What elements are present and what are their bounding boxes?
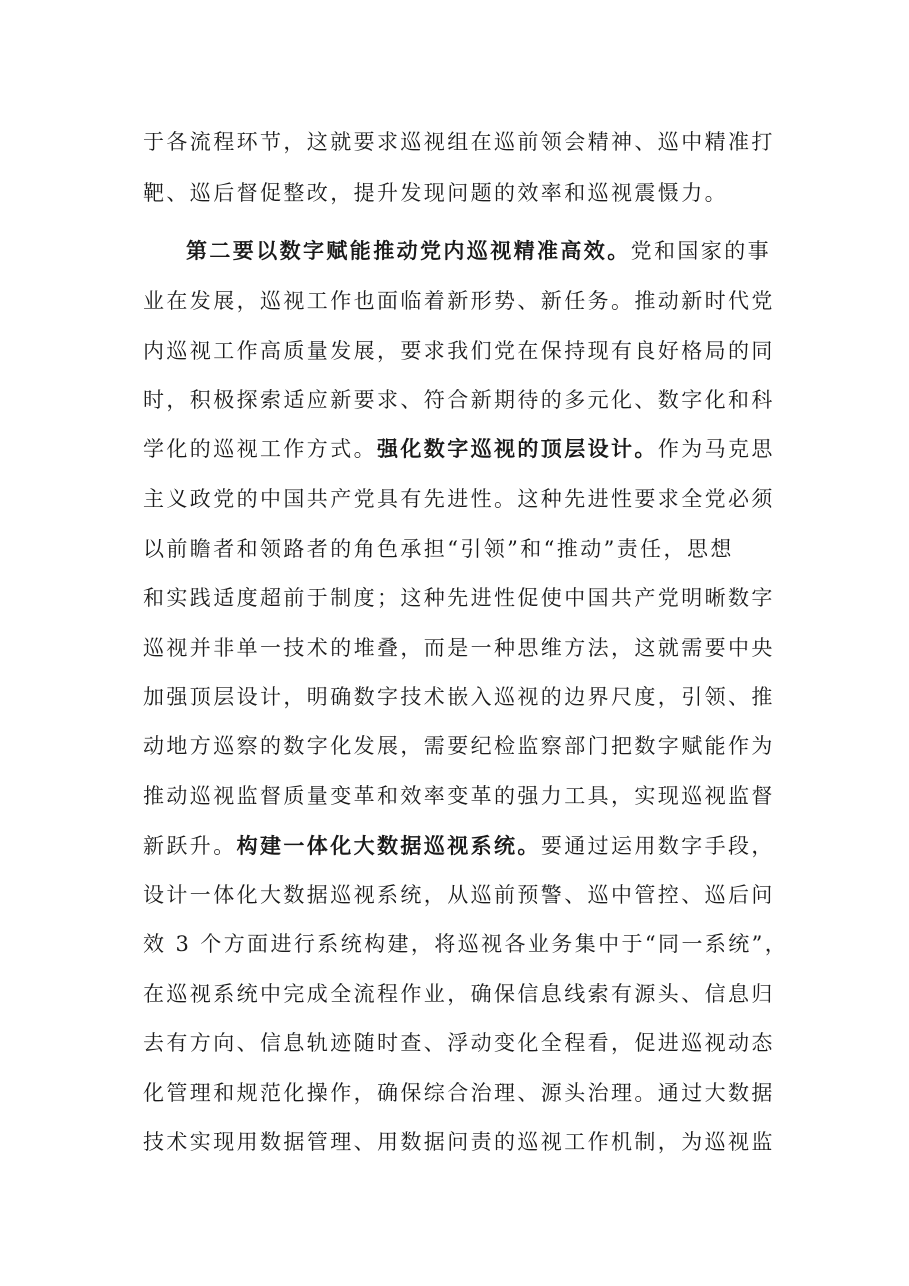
text-segment: 加强顶层设计，明确数字技术嵌入巡视的边界尺度，引领、推 bbox=[143, 685, 775, 709]
text-segment: 学化的巡视工作方式。 bbox=[143, 437, 377, 461]
text-segment: 化管理和规范化操作，确保综合治理、源头治理。通过大数据 bbox=[143, 1081, 775, 1105]
text-segment: 主义政党的中国共产党具有先进性。这种先进性要求全党必须 bbox=[143, 487, 775, 511]
text-segment: 于各流程环节，这就要求巡视组在巡前领会精神、巡中精准打 bbox=[143, 130, 775, 154]
text-line bbox=[143, 434, 783, 464]
text-segment: 动地方巡察的数字化发展，需要纪检监察部门把数字赋能作为 bbox=[143, 734, 775, 758]
text-line bbox=[143, 781, 783, 811]
text-segment: 时，积极探索适应新要求、符合新期待的多元化、数字化和科 bbox=[143, 388, 775, 412]
text-line bbox=[143, 880, 783, 910]
text-line bbox=[143, 583, 783, 613]
text-line bbox=[143, 633, 783, 663]
text-segment: 去有方向、信息轨迹随时查、浮动变化全程看，促进巡视动态 bbox=[143, 1031, 775, 1055]
text-segment: 作为马克思 bbox=[657, 437, 775, 461]
bold-heading: 第二要以数字赋能推动党内巡视精准高效。 bbox=[186, 238, 631, 263]
text-line bbox=[143, 385, 783, 415]
text-line bbox=[143, 127, 783, 157]
text-line bbox=[143, 484, 783, 514]
text-line bbox=[143, 1028, 783, 1058]
text-line bbox=[143, 1127, 783, 1157]
text-segment: 效 3 个方面进行系统构建，将巡视各业务集中于“同一系统”， bbox=[143, 932, 789, 956]
text-segment: 以前瞻者和领路者的角色承担“引领”和“推动”责任，思想 bbox=[143, 537, 734, 561]
text-segment: 内巡视工作高质量发展，要求我们党在保持现有良好格局的同 bbox=[143, 339, 775, 363]
text-line bbox=[143, 1078, 783, 1108]
text-line bbox=[143, 336, 783, 366]
text-line bbox=[143, 831, 783, 861]
text-line bbox=[186, 236, 786, 266]
text-segment: 党和国家的事 bbox=[630, 239, 772, 263]
bold-heading: 构建一体化大数据巡视系统。 bbox=[236, 833, 541, 858]
text-segment: 和实践适度超前于制度；这种先进性促使中国共产党明晰数字 bbox=[143, 586, 775, 610]
text-segment: 新跃升。 bbox=[143, 834, 237, 858]
text-segment: 巡视并非单一技术的堆叠，而是一种思维方法，这就需要中央 bbox=[143, 636, 775, 660]
text-segment: 技术实现用数据管理、用数据问责的巡视工作机制，为巡视监 bbox=[143, 1130, 775, 1154]
bold-heading: 强化数字巡视的顶层设计。 bbox=[377, 436, 658, 461]
text-segment: 业在发展，巡视工作也面临着新形势、新任务。推动新时代党 bbox=[143, 289, 775, 313]
text-line bbox=[143, 178, 783, 208]
text-segment: 靶、巡后督促整改，提升发现问题的效率和巡视震慑力。 bbox=[143, 181, 728, 205]
text-segment: 推动巡视监督质量变革和效率变革的强力工具，实现巡视监督 bbox=[143, 784, 775, 808]
text-line bbox=[143, 534, 783, 564]
text-line bbox=[143, 731, 783, 761]
text-segment: 要通过运用数字手段， bbox=[540, 834, 775, 858]
text-line bbox=[143, 286, 783, 316]
text-segment: 设计一体化大数据巡视系统，从巡前预警、巡中管控、巡后问 bbox=[143, 883, 775, 907]
text-line bbox=[143, 682, 783, 712]
text-segment: 在巡视系统中完成全流程作业，确保信息线索有源头、信息归 bbox=[143, 982, 775, 1006]
text-line bbox=[143, 979, 783, 1009]
text-line bbox=[143, 929, 789, 959]
